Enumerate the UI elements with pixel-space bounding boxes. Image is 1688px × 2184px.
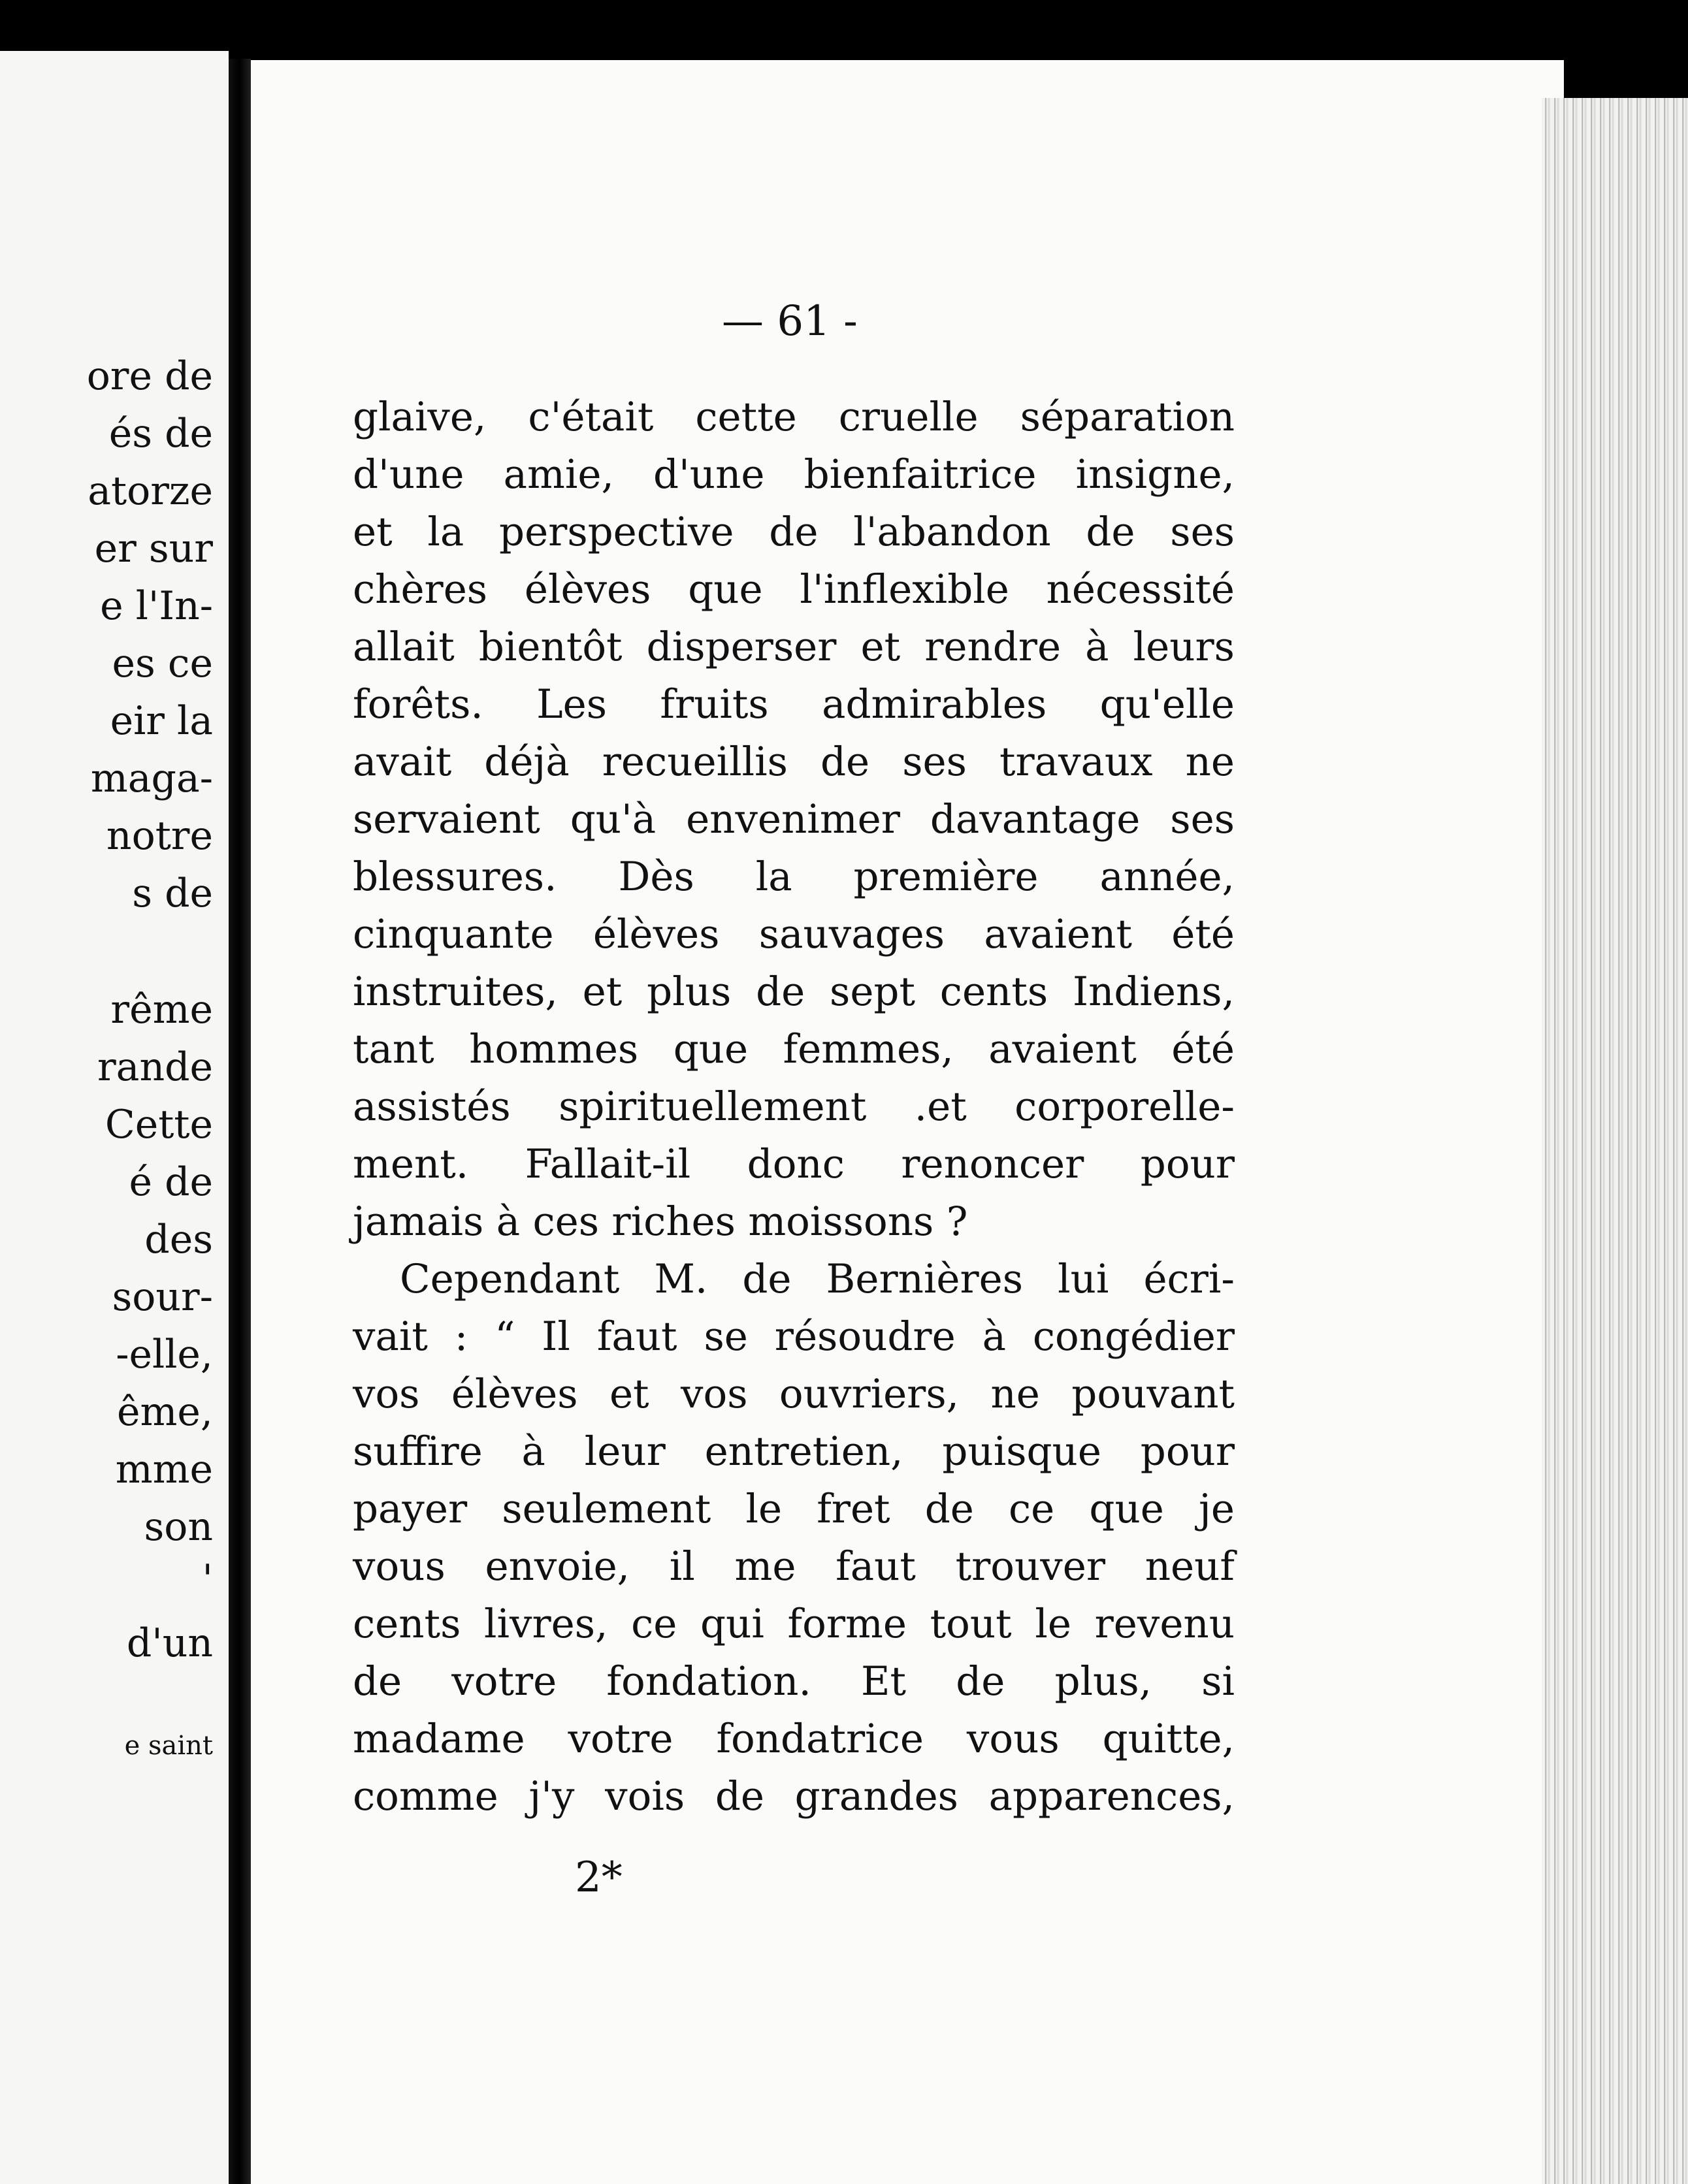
- signature-mark: 2*: [575, 1854, 623, 1902]
- left-line: s de: [132, 871, 213, 916]
- left-line: ême,: [117, 1389, 213, 1435]
- text-line: assistés spirituellement .et corporelle-: [353, 1084, 1235, 1130]
- text-line: et la perspective de l'abandon de ses: [353, 509, 1235, 555]
- text-line: d'une amie, d'une bienfaitrice insigne,: [353, 451, 1235, 498]
- left-line: ': [202, 1556, 213, 1602]
- text-line: vos élèves et vos ouvriers, ne pouvant: [353, 1371, 1235, 1417]
- text-line: ment. Fallait-il donc renoncer pour: [353, 1141, 1235, 1187]
- left-line: -elle,: [116, 1332, 213, 1377]
- left-page-fragment: [0, 51, 229, 2184]
- page-edges-stack: [1542, 98, 1688, 2184]
- text-line: chères élèves que l'inflexible nécessité: [353, 566, 1235, 613]
- text-line: Cependant M. de Bernières lui écri-: [400, 1256, 1235, 1302]
- text-line: glaive, c'était cette cruelle séparation: [353, 394, 1235, 440]
- left-line: ore de: [86, 353, 213, 399]
- left-line: maga-: [90, 756, 213, 801]
- page-number: — 61 -: [722, 297, 858, 345]
- text-line: forêts. Les fruits admirables qu'elle: [353, 681, 1235, 728]
- text-line: vous envoie, il me faut trouver neuf: [353, 1543, 1235, 1590]
- text-line: blessures. Dès la première année,: [353, 854, 1235, 900]
- text-line: madame votre fondatrice vous quitte,: [353, 1716, 1235, 1762]
- book-gutter: [229, 59, 251, 2184]
- left-line: er sur: [94, 526, 213, 571]
- text-line: payer seulement le fret de ce que je: [353, 1486, 1235, 1532]
- text-line: servaient qu'à envenimer davantage ses: [353, 796, 1235, 843]
- text-line: cinquante élèves sauvages avaient été: [353, 911, 1235, 957]
- left-line: mme: [115, 1447, 213, 1492]
- left-footnote: e saint: [124, 1731, 213, 1761]
- text-line: tant hommes que femmes, avaient été: [353, 1026, 1235, 1072]
- text-line: de votre fondation. Et de plus, si: [353, 1658, 1235, 1705]
- text-line: allait bientôt disperser et rendre à leurs: [353, 624, 1235, 670]
- left-line: des: [144, 1217, 213, 1262]
- left-line: e l'In-: [100, 583, 213, 629]
- left-line: es ce: [112, 641, 213, 686]
- text-line: cents livres, ce qui forme tout le revenu: [353, 1601, 1235, 1647]
- left-line: é de: [129, 1159, 213, 1205]
- left-line: rande: [97, 1044, 213, 1090]
- left-line: notre: [106, 813, 213, 859]
- text-line: vait : “ Il faut se résoudre à congédier: [353, 1313, 1235, 1360]
- text-line: comme j'y vois de grandes apparences,: [353, 1773, 1235, 1820]
- left-line: eir la: [110, 698, 213, 744]
- left-line: és de: [108, 411, 213, 457]
- text-line: avait déjà recueillis de ses travaux ne: [353, 739, 1235, 785]
- left-line: d'un: [126, 1620, 213, 1666]
- left-line: son: [144, 1504, 213, 1550]
- left-line: sour-: [112, 1274, 213, 1320]
- text-line: jamais à ces riches moissons ?: [353, 1198, 968, 1245]
- left-line: atorze: [88, 468, 213, 514]
- left-line: Cette: [105, 1102, 213, 1148]
- text-line: instruites, et plus de sept cents Indiens,: [353, 969, 1235, 1015]
- left-line: rême: [110, 987, 213, 1033]
- text-line: suffire à leur entretien, puisque pour: [353, 1428, 1235, 1475]
